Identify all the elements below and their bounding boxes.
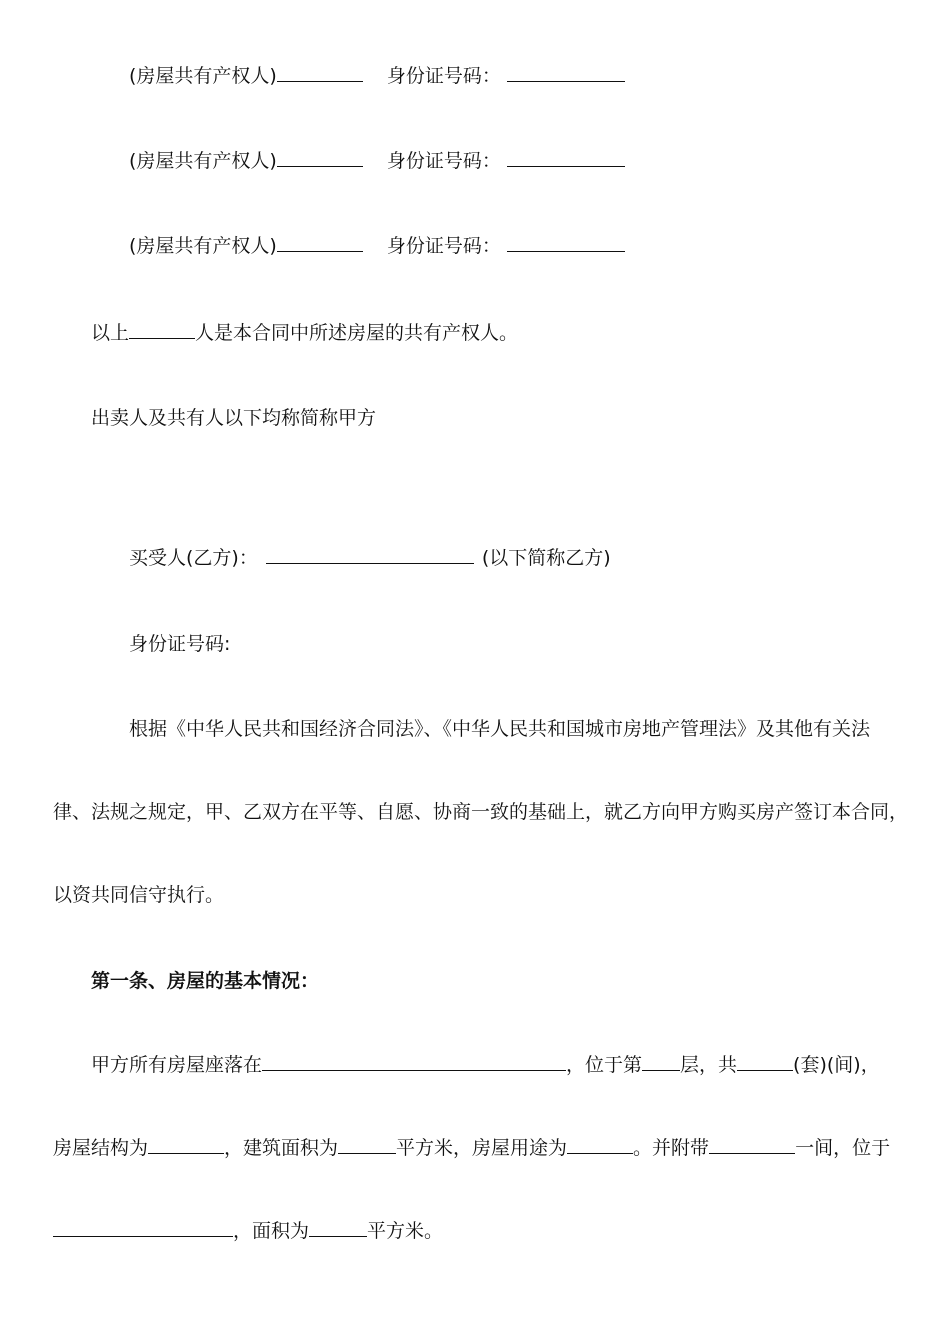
area-blank xyxy=(338,1135,396,1154)
owners-count-suffix: 人是本合同中所述房屋的共有产权人。 xyxy=(195,322,519,344)
id-number-label: 身份证号码： xyxy=(386,65,501,87)
location-label: 甲方所有房屋座落在 xyxy=(91,1054,263,1076)
article-1-para-line-1 xyxy=(91,1052,880,1078)
buyer-suffix: (以下简称乙方) xyxy=(481,547,611,569)
structure-label: 房屋结构为 xyxy=(53,1137,149,1159)
total-label: 层，共 xyxy=(680,1054,738,1076)
usage-blank xyxy=(567,1135,633,1154)
id-number-label: 身份证号码： xyxy=(386,235,501,257)
co-owner-label: (房屋共有产权人) xyxy=(129,150,277,172)
co-owner-line-2 xyxy=(129,148,625,174)
location-blank xyxy=(262,1052,566,1071)
article-1-heading: 第一条、房屋的基本情况： xyxy=(91,970,320,992)
preamble-line-1: 根据《中华人民共和国经济合同法》、《中华人民共和国城市房地产管理法》及其他有关法 xyxy=(129,718,871,740)
usage-label: 平方米，房屋用途为 xyxy=(396,1137,568,1159)
id-number-label: 身份证号码： xyxy=(386,150,501,172)
buyer-name-blank xyxy=(266,545,474,564)
co-owner-name-blank xyxy=(277,148,363,167)
attached-location-label: 一间，位于 xyxy=(795,1137,891,1159)
buyer-label: 买受人(乙方)： xyxy=(129,547,258,569)
unit-label: (套)(间)， xyxy=(793,1054,880,1076)
co-owner-label: (房屋共有产权人) xyxy=(129,235,277,257)
floor-blank xyxy=(642,1052,680,1071)
party-a-note: 出卖人及共有人以下均称简称甲方 xyxy=(91,407,377,429)
co-owner-label: (房屋共有产权人) xyxy=(129,65,277,87)
owners-count-line xyxy=(91,320,518,346)
co-owner-line-1 xyxy=(129,63,625,89)
floor-label: ，位于第 xyxy=(566,1054,643,1076)
preamble-line-3: 以资共同信守执行。 xyxy=(53,884,225,906)
id-number-blank xyxy=(507,63,625,82)
area-label: ，建筑面积为 xyxy=(224,1137,339,1159)
attached-area-blank xyxy=(309,1218,367,1237)
co-owner-line-3 xyxy=(129,233,625,259)
co-owner-name-blank xyxy=(277,233,363,252)
attached-blank xyxy=(709,1135,795,1154)
attached-location-blank xyxy=(53,1218,233,1237)
buyer-id-label: 身份证号码: xyxy=(129,633,231,655)
co-owner-name-blank xyxy=(277,63,363,82)
id-number-blank xyxy=(507,233,625,252)
id-number-blank xyxy=(507,148,625,167)
owners-count-blank xyxy=(129,320,195,339)
structure-blank xyxy=(148,1135,224,1154)
article-1-para-line-3 xyxy=(53,1218,443,1244)
total-blank xyxy=(737,1052,793,1071)
article-1-para-line-2 xyxy=(53,1135,890,1161)
sqm-label: 平方米。 xyxy=(367,1220,444,1242)
preamble-line-2: 律、法规之规定，甲、乙双方在平等、自愿、协商一致的基础上，就乙方向甲方购买房产签订本合同， xyxy=(53,801,909,823)
attached-label: 。并附带 xyxy=(633,1137,710,1159)
buyer-line xyxy=(129,545,611,571)
attached-area-label: ，面积为 xyxy=(233,1220,310,1242)
owners-count-prefix: 以上 xyxy=(91,322,130,344)
